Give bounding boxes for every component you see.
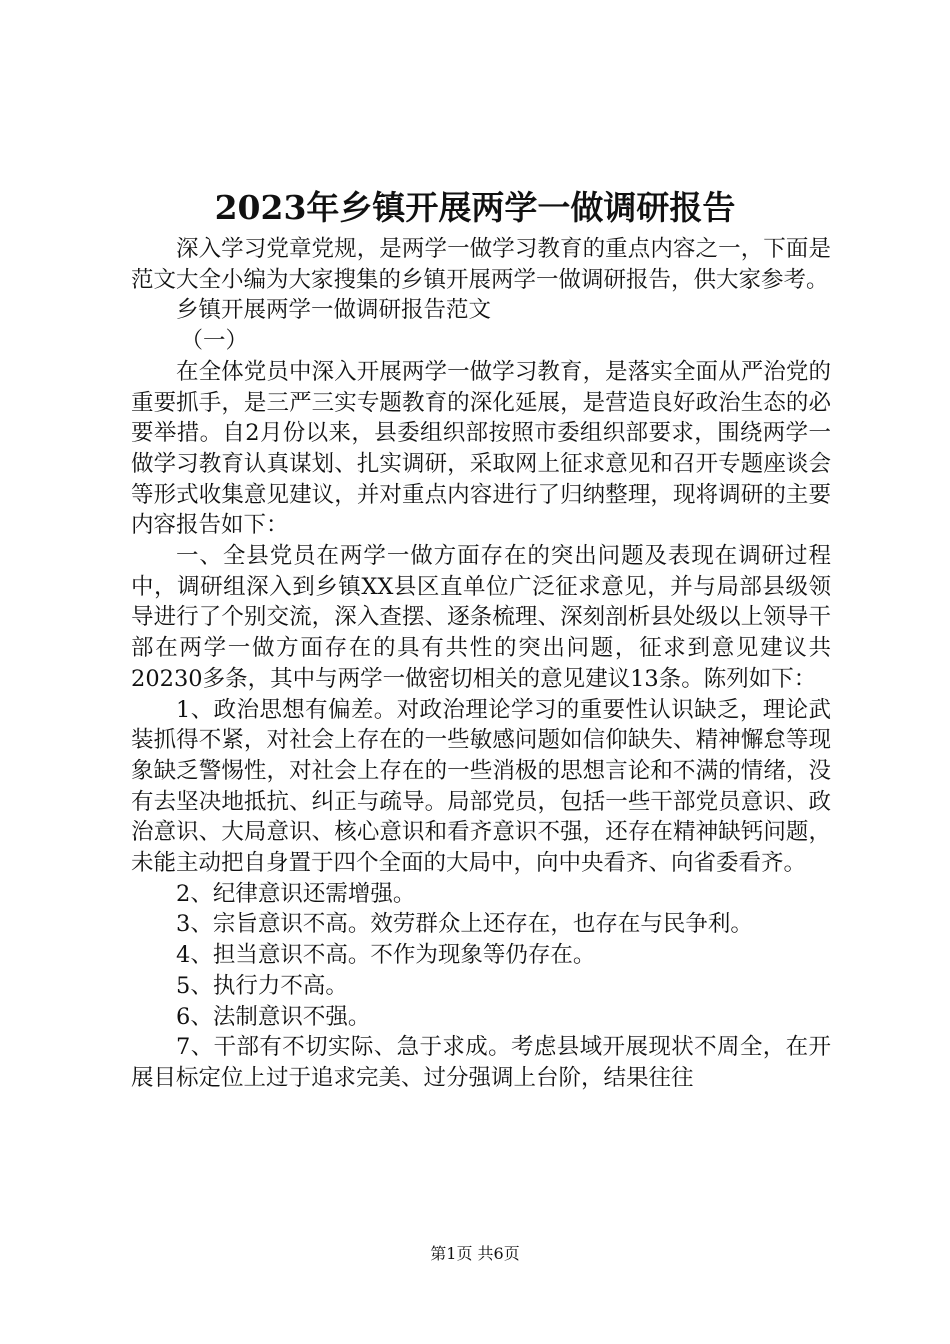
page-footer: 第1页 共6页 — [430, 1244, 520, 1263]
list-item: 7、干部有不切实际、急于求成。考虑县域开展现状不周全，在开展目标定位上过于追求完美、过分强调上台阶，结果往往 — [131, 1034, 831, 1091]
document-body — [131, 234, 831, 1094]
body-paragraph: 一、全县党员在两学一做方面存在的突出问题及表现在调研过程中，调研组深入到乡镇XX县区直单位广泛征求意见，并与局部县级领导进行了个别交流，深入查摆、逐条梳理、深刻剖析县处级以上领导干部在两学一做方面存在的具有共性的突出问题，征求到意见建议共20230多条，其中与两学一做密切相关的意见建议13条。陈列如下： — [131, 543, 831, 692]
list-item: 3、宗旨意识不高。效劳群众上还存在，也存在与民争利。 — [176, 911, 753, 938]
section-number: （一） — [180, 328, 249, 355]
intro-paragraph: 深入学习党章党规，是两学一做学习教育的重点内容之一，下面是范文大全小编为大家搜集的乡镇开展两学一做调研报告，供大家参考。 — [131, 236, 831, 293]
list-item: 6、法制意识不强。 — [176, 1003, 371, 1030]
list-item: 5、执行力不高。 — [176, 972, 348, 999]
body-paragraph: 在全体党员中深入开展两学一做学习教育，是落实全面从严治党的重要抓手，是三严三实专题教育的深化延展，是营造良好政治生态的必要举措。自2月份以来，县委组织部按照市委组织部要求，围绕两学一做学习教育认真谋划、扎实调研，采取网上征求意见和召开专题座谈会等形式收集意见建议，并对重点内容进行了归纳整理，现将调研的主要内容报告如下： — [131, 358, 831, 539]
list-item: 2、纪律意识还需增强。 — [176, 880, 416, 907]
section-heading: 乡镇开展两学一做调研报告范文 — [176, 297, 492, 324]
list-item: 4、担当意识不高。不作为现象等仍存在。 — [176, 942, 596, 969]
document-title: 2023年乡镇开展两学一做调研报告 — [214, 188, 736, 227]
list-item: 1、政治思想有偏差。对政治理论学习的重要性认识缺乏，理论武装抓得不紧，对社会上存在的一些敏感问题如信仰缺失、精神懈怠等现象缺乏警惕性，对社会上存在的一些消极的思想言论和不满的情绪，没有去坚决地抵抗、纠正与疏导。局部党员，包括一些干部党员意识、政治意识、大局意识、核心意识和看齐意识不强，还存在精神缺钙问题，未能主动把自身置于四个全面的大局中，向中央看齐、向省委看齐。 — [131, 696, 831, 877]
